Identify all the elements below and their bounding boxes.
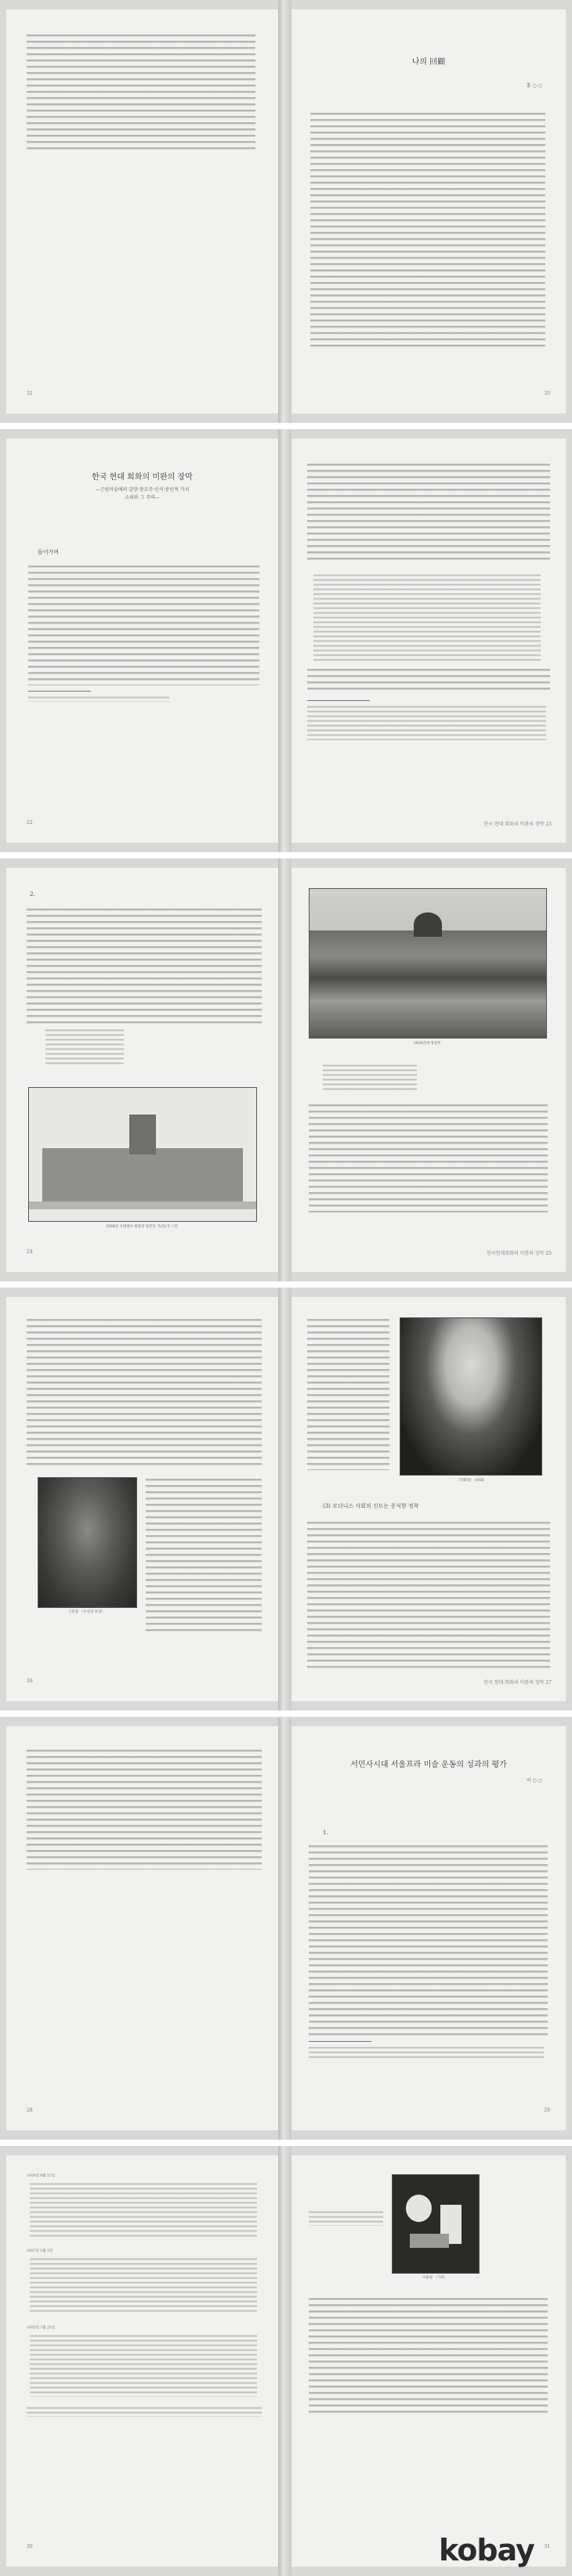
book-gutter	[278, 1717, 291, 2140]
body-text-block	[309, 1103, 548, 1212]
right-page	[291, 9, 566, 414]
body-text-block	[27, 907, 262, 1024]
right-page	[291, 439, 566, 843]
article-subtitle: —근원미술에의 갈망·창조주·인식·문인적 가치	[95, 487, 190, 493]
building-tower	[129, 1115, 157, 1154]
running-footer: 한국현대회화의 미완의 장막 25	[487, 1251, 552, 1256]
portrait-caption: 구본웅 〈우인의 초상〉	[68, 1610, 105, 1614]
section-title: 나의 回顧	[411, 58, 446, 67]
right-page	[291, 1297, 566, 1701]
left-page	[6, 1726, 278, 2130]
building-photo	[28, 1087, 257, 1222]
footnote-rule	[28, 691, 91, 692]
left-page	[6, 1297, 278, 1701]
abstract-shape	[406, 2195, 432, 2222]
body-text-block-2	[307, 667, 550, 691]
list-block	[30, 2334, 257, 2397]
page-number: 26	[27, 1678, 33, 1684]
abstract-painting	[392, 2174, 480, 2274]
body-text-block	[309, 1844, 548, 2036]
right-page	[291, 2155, 566, 2567]
body-text-block	[307, 1520, 550, 1669]
list-entry: 1920년 8월 12일	[27, 2174, 55, 2178]
city-photo	[309, 888, 547, 1039]
book-gutter	[278, 2146, 291, 2576]
left-page	[6, 868, 278, 1272]
page-number: 31	[544, 2544, 550, 2549]
section-heading: 들어가며	[38, 549, 60, 555]
spread-3	[0, 858, 572, 1281]
page-number: 22	[27, 820, 33, 826]
body-text-block	[27, 1748, 262, 1870]
article-title: 한국 현대 회화의 미완의 장막	[92, 473, 193, 482]
list-entry: 1935년 7월 25일	[27, 2326, 55, 2330]
painting-caption: 이중섭 〈가족〉	[422, 2276, 448, 2280]
book-gutter	[278, 1288, 291, 1711]
author-line: 홍 ○ ○	[526, 83, 542, 89]
section-number: 1.	[323, 1830, 328, 1836]
author-line: 이 ○ ○	[526, 1778, 542, 1783]
photo-caption: 1926년 시대청사 현장의 일본인 가(건)가 그린	[106, 1225, 178, 1229]
body-text-block	[27, 1317, 262, 1466]
right-page	[291, 1726, 566, 2130]
body-text-block	[310, 111, 545, 350]
footnote-text	[309, 2046, 544, 2058]
list-block	[30, 2182, 257, 2237]
spread-6	[0, 2146, 572, 2576]
portrait-painting	[38, 1477, 137, 1608]
running-footer: 한국 현대 회화의 미완의 장막 27	[483, 1680, 552, 1685]
side-text-block	[307, 1317, 389, 1470]
page-number: 33	[544, 391, 550, 396]
page-number: 28	[27, 2108, 33, 2113]
footnote-rule	[309, 2041, 371, 2042]
watermark-logo: kobay	[439, 2533, 534, 2567]
book-gutter	[278, 429, 291, 852]
body-text-block	[28, 564, 259, 685]
page-number: 29	[544, 2108, 550, 2113]
abstract-shape	[410, 2234, 449, 2248]
closing-note	[27, 2406, 262, 2417]
photo-caption: 1920년대 경성부	[413, 1042, 441, 1046]
body-text-block	[27, 33, 255, 150]
right-list	[323, 1064, 417, 1090]
footnote-text	[28, 695, 169, 702]
portrait-photo	[400, 1317, 542, 1476]
left-page	[6, 439, 278, 843]
building-facade	[42, 1148, 242, 1201]
article-title: 서민사시대 서울프라 미술 운동의 성과의 평가	[350, 1761, 507, 1769]
left-page	[6, 2155, 278, 2567]
spread-2	[0, 429, 572, 852]
running-footer: 한국 현대 회화의 미완의 장막 23	[483, 822, 552, 827]
spread-1	[0, 0, 572, 423]
years-list	[45, 1028, 124, 1066]
book-gutter	[278, 0, 291, 423]
side-caption	[309, 2210, 383, 2226]
side-text-block	[146, 1477, 262, 1634]
body-text-block	[309, 2296, 548, 2414]
page-number: 24	[27, 1249, 33, 1255]
article-subtitle-2: 소외와 그 주의—	[125, 495, 160, 500]
dome-shape	[414, 912, 442, 936]
spread-4	[0, 1288, 572, 1711]
building-base	[29, 1201, 256, 1209]
spread-5	[0, 1717, 572, 2140]
section-heading: (3) 모더니스 사회의 신도는 증식한 정착	[323, 1503, 419, 1509]
left-page	[6, 9, 278, 414]
portrait-caption: 〈자화상〉 1926	[456, 1479, 484, 1483]
list-entry: 1927년 1월 1일	[27, 2249, 53, 2253]
footnote-text	[307, 705, 546, 740]
book-gutter	[278, 858, 291, 1281]
footnote-rule	[307, 700, 370, 701]
right-page	[291, 868, 566, 1272]
numbered-list	[313, 573, 541, 663]
page-number: 30	[27, 2544, 33, 2549]
section-number: 2.	[30, 891, 35, 898]
body-text-block	[307, 462, 550, 564]
page-number: 32	[27, 391, 33, 396]
list-block	[30, 2257, 257, 2312]
